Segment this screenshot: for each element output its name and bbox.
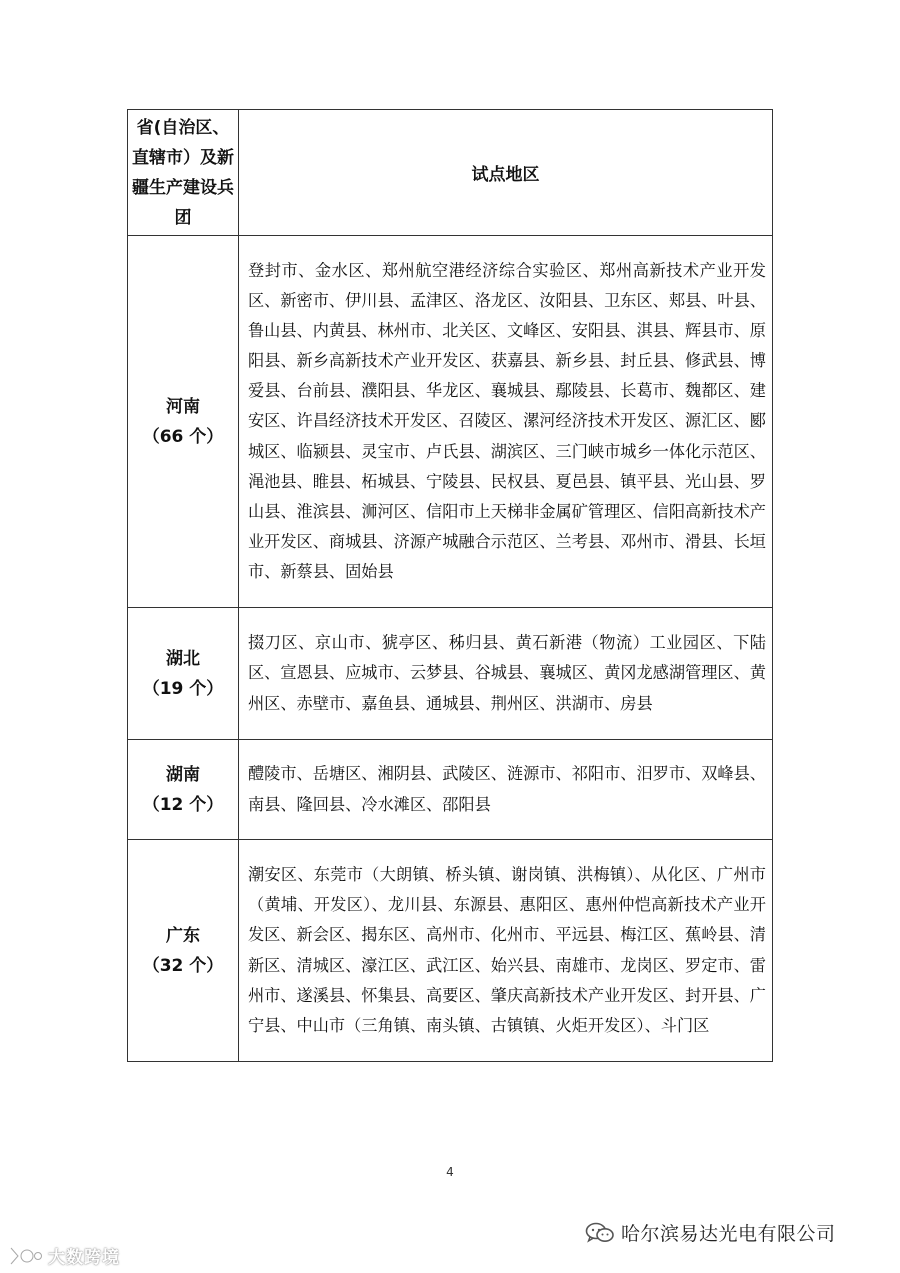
province-cell	[128, 840, 239, 1062]
province-cell	[128, 740, 239, 840]
province-cell	[128, 608, 239, 740]
table-header-row	[128, 110, 773, 236]
pilot-areas-table-wrapper	[127, 109, 772, 1062]
watermark-left	[8, 1243, 120, 1268]
province-name: 湖南	[166, 764, 200, 785]
table-row	[128, 840, 773, 1062]
areas-cell: 潮安区、东莞市（大朗镇、桥头镇、谢岗镇、洪梅镇）、从化区、广州市（黄埔、开发区）、龙川县、东源县、惠阳区、惠州仲恺高新技术产业开发区、新会区、揭东区、高州市、化州市、平远县、梅江区、蕉岭县、清新区、清城区、濠江区、武江区、始兴县、南雄市、龙岗区、罗定市、雷州市、遂溪县、怀集县、高要区、肇庆高新技术产业开发区、封开县、广宁县、中山市（三角镇、南头镇、古镇镇、火炬开发区）、斗门区	[239, 840, 773, 1062]
province-cell	[128, 236, 239, 608]
table-row	[128, 740, 773, 840]
province-name: 湖北	[166, 648, 200, 669]
province-name: 河南	[166, 396, 200, 417]
areas-cell: 醴陵市、岳塘区、湘阴县、武陵区、涟源市、祁阳市、汨罗市、双峰县、南县、隆回县、冷水滩区、邵阳县	[239, 740, 773, 840]
watermark-right-text: 哈尔滨易达光电有限公司	[621, 1223, 836, 1245]
brand-logo-icon	[8, 1245, 44, 1267]
areas-cell: 掇刀区、京山市、猇亭区、秭归县、黄石新港（物流）工业园区、下陆区、宣恩县、应城市、云梦县、谷城县、襄城区、黄冈龙感湖管理区、黄州区、赤壁市、嘉鱼县、通城县、荆州区、洪湖市、房县	[239, 608, 773, 740]
province-name: 广东	[166, 925, 200, 946]
province-count: （32 个）	[142, 955, 224, 976]
watermark-right	[585, 1219, 836, 1246]
table-row	[128, 608, 773, 740]
page-number: 4	[446, 1165, 454, 1179]
province-count: （66 个）	[142, 426, 224, 447]
wechat-icon	[585, 1221, 615, 1245]
pilot-areas-table	[127, 109, 773, 1062]
province-count: （19 个）	[142, 678, 224, 699]
table-row	[128, 236, 773, 608]
watermark-left-text: 大数跨境	[48, 1248, 120, 1268]
areas-cell: 登封市、金水区、郑州航空港经济综合实验区、郑州高新技术产业开发区、新密市、伊川县、孟津区、洛龙区、汝阳县、卫东区、郏县、叶县、鲁山县、内黄县、林州市、北关区、文峰区、安阳县、淇县、辉县市、原阳县、新乡高新技术产业开发区、获嘉县、新乡县、封丘县、修武县、博爱县、台前县、濮阳县、华龙区、襄城县、鄢陵县、长葛市、魏都区、建安区、许昌经济技术开发区、召陵区、漯河经济技术开发区、源汇区、郾城区、临颍县、灵宝市、卢氏县、湖滨区、三门峡市城乡一体化示范区、渑池县、睢县、柘城县、宁陵县、民权县、夏邑县、镇平县、光山县、罗山县、淮滨县、浉河区、信阳市上天梯非金属矿管理区、信阳高新技术产业开发区、商城县、济源产城融合示范区、兰考县、邓州市、滑县、长垣市、新蔡县、固始县	[239, 236, 773, 608]
header-province-cell: 省(自治区、直辖市）及新疆生产建设兵团	[128, 110, 239, 236]
header-areas-cell: 试点地区	[239, 110, 773, 236]
province-count: （12 个）	[142, 794, 224, 815]
